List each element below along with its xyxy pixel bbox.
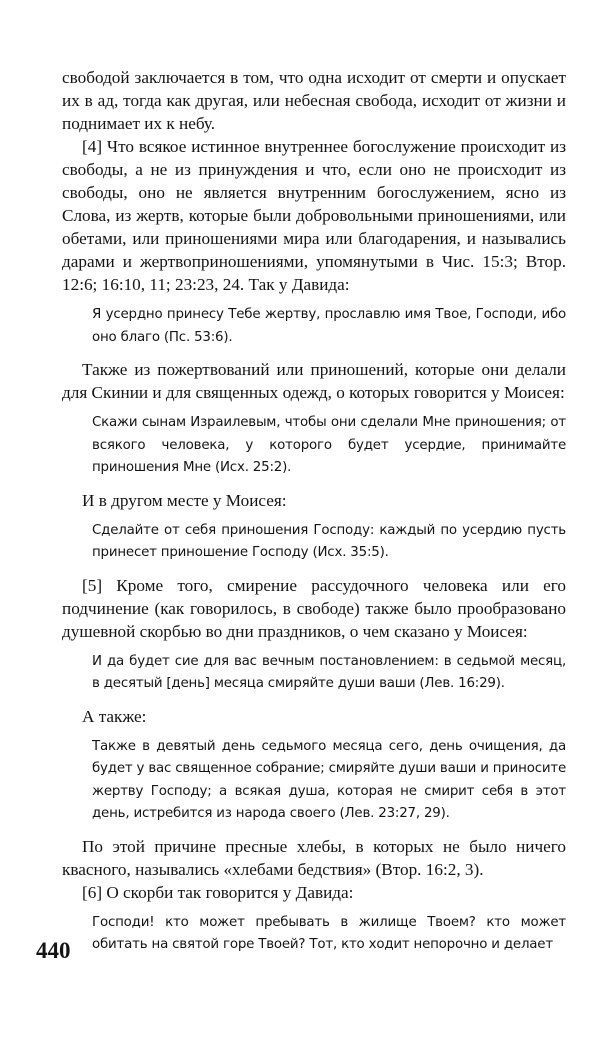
paragraph-offerings: Также из пожертвований или приношений, которые они делали для Скинии и для священных одежд, о которых говорится у Моисея: bbox=[62, 360, 566, 402]
quote-exodus-35: Сделайте от себя приношения Господу: каждый по усердию пусть принесет приношение Господу (Исх. 35:5). bbox=[92, 522, 566, 560]
page-number: 440 bbox=[36, 938, 71, 963]
paragraph-5: [5] Кроме того, смирение рассудочного человека или его подчинение (как говорилось, в свободе) также было прообразовано душевной скорбью во дни праздников, о чем сказано у Моисея: bbox=[62, 575, 566, 641]
quote-psalm-53: Я усердно принесу Тебе жертву, прославлю имя Твое, Господи, ибо оно благо (Пс. 53:6). bbox=[92, 307, 566, 345]
paragraph-also: А также: bbox=[82, 706, 147, 726]
paragraph-6: [6] О скорби так говорится у Давида: bbox=[82, 882, 354, 902]
page-content bbox=[62, 66, 566, 957]
paragraph-4: [4] Что всякое истинное внутреннее богослужение происходит из свободы, а не из принуждения и что, если оно не происходит из свободы, оно не является внутренним богослужением, ясно из Слова, из жертв, которые были добровольными приношениями, или обетами, или приношениями мира или благодарения, и назывались дарами и жертвоприношениями, упомянутыми в Чис. 15:3; Втор. 12:6; 16:10, 11; 23:23, 24. Так у Давида: bbox=[62, 137, 566, 294]
paragraph-moses: И в другом месте у Моисея: bbox=[82, 490, 287, 510]
quote-leviticus-16: И да будет сие для вас вечным постановлением: в седьмой месяц, в десятый [день] месяца смиряйте души ваши (Лев. 16:29). bbox=[92, 653, 566, 691]
paragraph-continuation: свободой заключается в том, что одна исходит от смерти и опускает их в ад, тогда как другая, или небесная свобода, исходит от жизни и поднимает их к небу. bbox=[62, 68, 566, 133]
quote-psalm-15: Господи! кто может пребывать в жилище Твоем? кто может обитать на святой горе Твоей? Тот, кто ходит непорочно и делает bbox=[92, 914, 566, 952]
paragraph-unleavened-bread: По этой причине пресные хлебы, в которых не было ничего квасного, назывались «хлебами бедствия» (Втор. 16:2, 3). bbox=[62, 836, 566, 879]
quote-exodus-25: Скажи сынам Израилевым, чтобы они сделали Мне приношения; от всякого человека, у которого будет усердие, принимайте приношения Мне (Исх. 25:2). bbox=[92, 415, 566, 475]
quote-leviticus-23: Также в девятый день седьмого месяца сего, день очищения, да будет у вас священное собрание; смиряйте души ваши и приносите жертву Господу; а всякая душа, которая не смирит себя в этот день, истребится из народа своего (Лев. 23:27, 29). bbox=[92, 738, 566, 821]
